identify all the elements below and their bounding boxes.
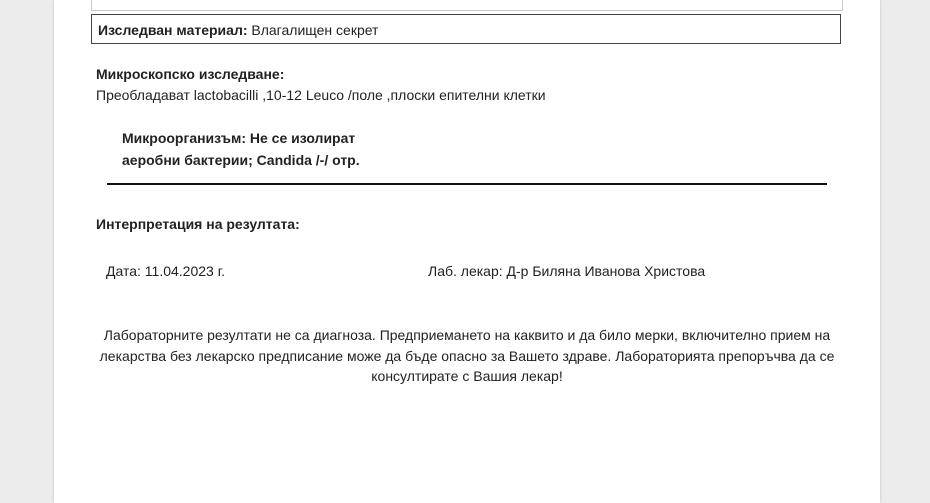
- microscopy-text: Преобладават lactobacilli ,10-12 Leuco /поле ,плоски епителни клетки: [96, 87, 546, 103]
- material-box: [91, 14, 841, 44]
- microorganism-line-2: аеробни бактерии; Candida /-/ отр.: [122, 152, 360, 168]
- report-date: Дата: 11.04.2023 г.: [106, 263, 225, 279]
- disclaimer-text: Лабораторните резултати не са диагноза. Предприемането на каквито и да било мерки, включително прием на лекарства без лекарско предписание може да бъде опасно за Вашето здраве. Лабораторията препоръчва да се консултирате с Вашия лекар!: [99, 327, 835, 384]
- previous-section-frame: [91, 0, 843, 11]
- microorganism-result: [122, 127, 360, 171]
- interpretation-label: Интерпретация на резултата:: [96, 216, 300, 232]
- microorganism-line-1: Микроорганизъм: Не се изолират: [122, 130, 356, 146]
- document-page: [54, 0, 880, 503]
- material-value: Влагалищен секрет: [251, 22, 379, 38]
- material-label: Изследван материал:: [98, 22, 248, 38]
- microscopy-label: Микроскопско изследване:: [96, 66, 285, 82]
- lab-doctor: Лаб. лекар: Д-р Биляна Иванова Христова: [428, 263, 706, 279]
- section-divider: [107, 183, 827, 185]
